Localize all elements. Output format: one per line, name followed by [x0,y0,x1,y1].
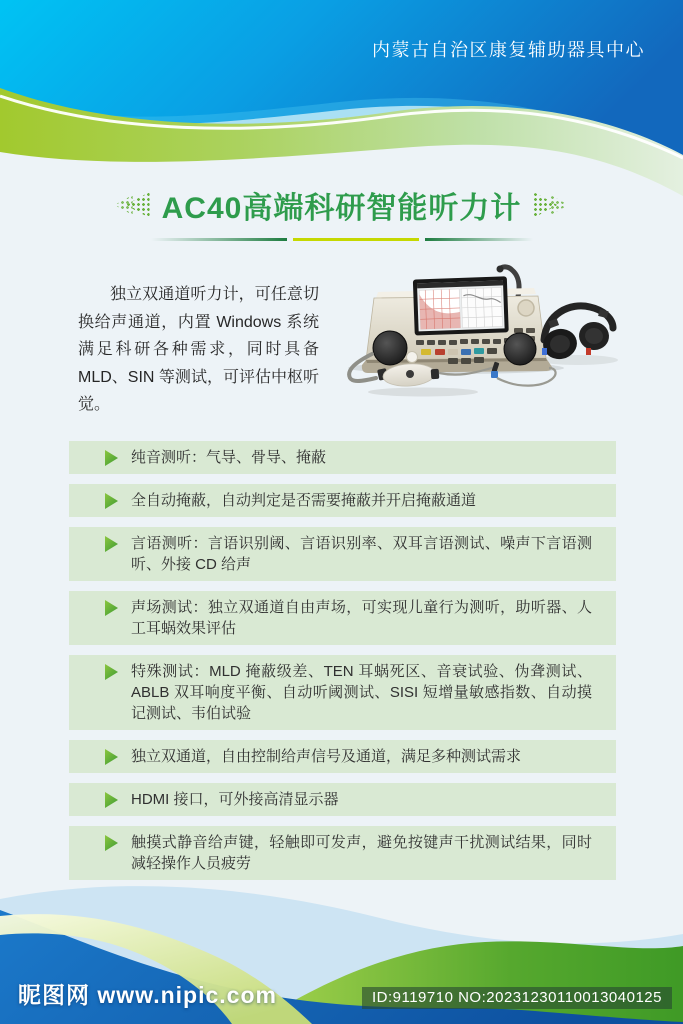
green-play-arrow-icon [105,493,118,509]
feature-text: 言语测听：言语识别阈、言语识别率、双耳言语测试、噪声下言语测听、外接 CD 给声 [131,535,592,573]
monitor-speaker [518,300,534,316]
green-play-arrow-icon [105,664,118,680]
response-button [407,352,418,363]
green-play-arrow-icon [105,600,118,616]
feature-row [69,591,616,645]
feature-row [69,484,616,517]
feature-text: HDMI 接口，可外接高清显示器 [131,791,339,808]
feature-row [69,655,616,730]
org-name: 内蒙古自治区康复辅助器具中心 [372,40,645,60]
green-play-arrow-icon [105,792,118,808]
intro-paragraph: 独立双通道听力计，可任意切换给声通道，内置 Windows 系统满足科研各种需求，同时具备 MLD、SIN 等测试，可评估中枢听觉。 [78,286,319,414]
headphones [540,306,613,362]
dotted-chevron-left-icon [115,192,150,218]
feature-text: 声场测试：独立双通道自由声场，可实现儿童行为测听，助听器、人工耳蜗效果评估 [131,599,592,637]
feature-row [69,527,616,581]
feature-text: 纯音测听：气导、骨导、掩蔽 [131,449,327,466]
feature-row [69,783,616,816]
green-play-arrow-icon [105,749,118,765]
dotted-chevron-right-icon [533,192,568,218]
feature-row [69,740,616,773]
page-title: AC40高端科研智能听力计 [161,192,522,225]
feature-text: 触摸式静音给声键，轻触即可发声，避免按键声干扰测试结果，同时减轻操作人员疲劳 [131,834,592,872]
green-play-arrow-icon [105,450,118,466]
right-dial [504,333,536,365]
product-photo [328,252,668,432]
device-screen [413,276,509,335]
feature-text: 全自动掩蔽，自动判定是否需要掩蔽并开启掩蔽通道 [131,492,477,509]
image-id-badge: ID:9119710 NO:20231230110013040125 [362,987,672,1009]
feature-row [69,441,616,474]
title-underline [151,238,533,241]
green-play-arrow-icon [105,536,118,552]
feature-text: 特殊测试：MLD 掩蔽级差、TEN 耳蜗死区、音衰试验、伪聋测试、ABLB 双耳响度平衡、自动听阈测试、SISI 短增量敏感指数、自动摸记测试、韦伯试验 [131,663,592,722]
watermark: 昵图网 www.nipic.com [18,982,277,1008]
green-play-arrow-icon [105,835,118,851]
title-row [0,183,683,227]
left-dial [373,331,407,365]
feature-row [69,826,616,880]
feature-text: 独立双通道，自由控制给声信号及通道，满足多种测试需求 [131,748,522,765]
feature-list [69,441,616,890]
